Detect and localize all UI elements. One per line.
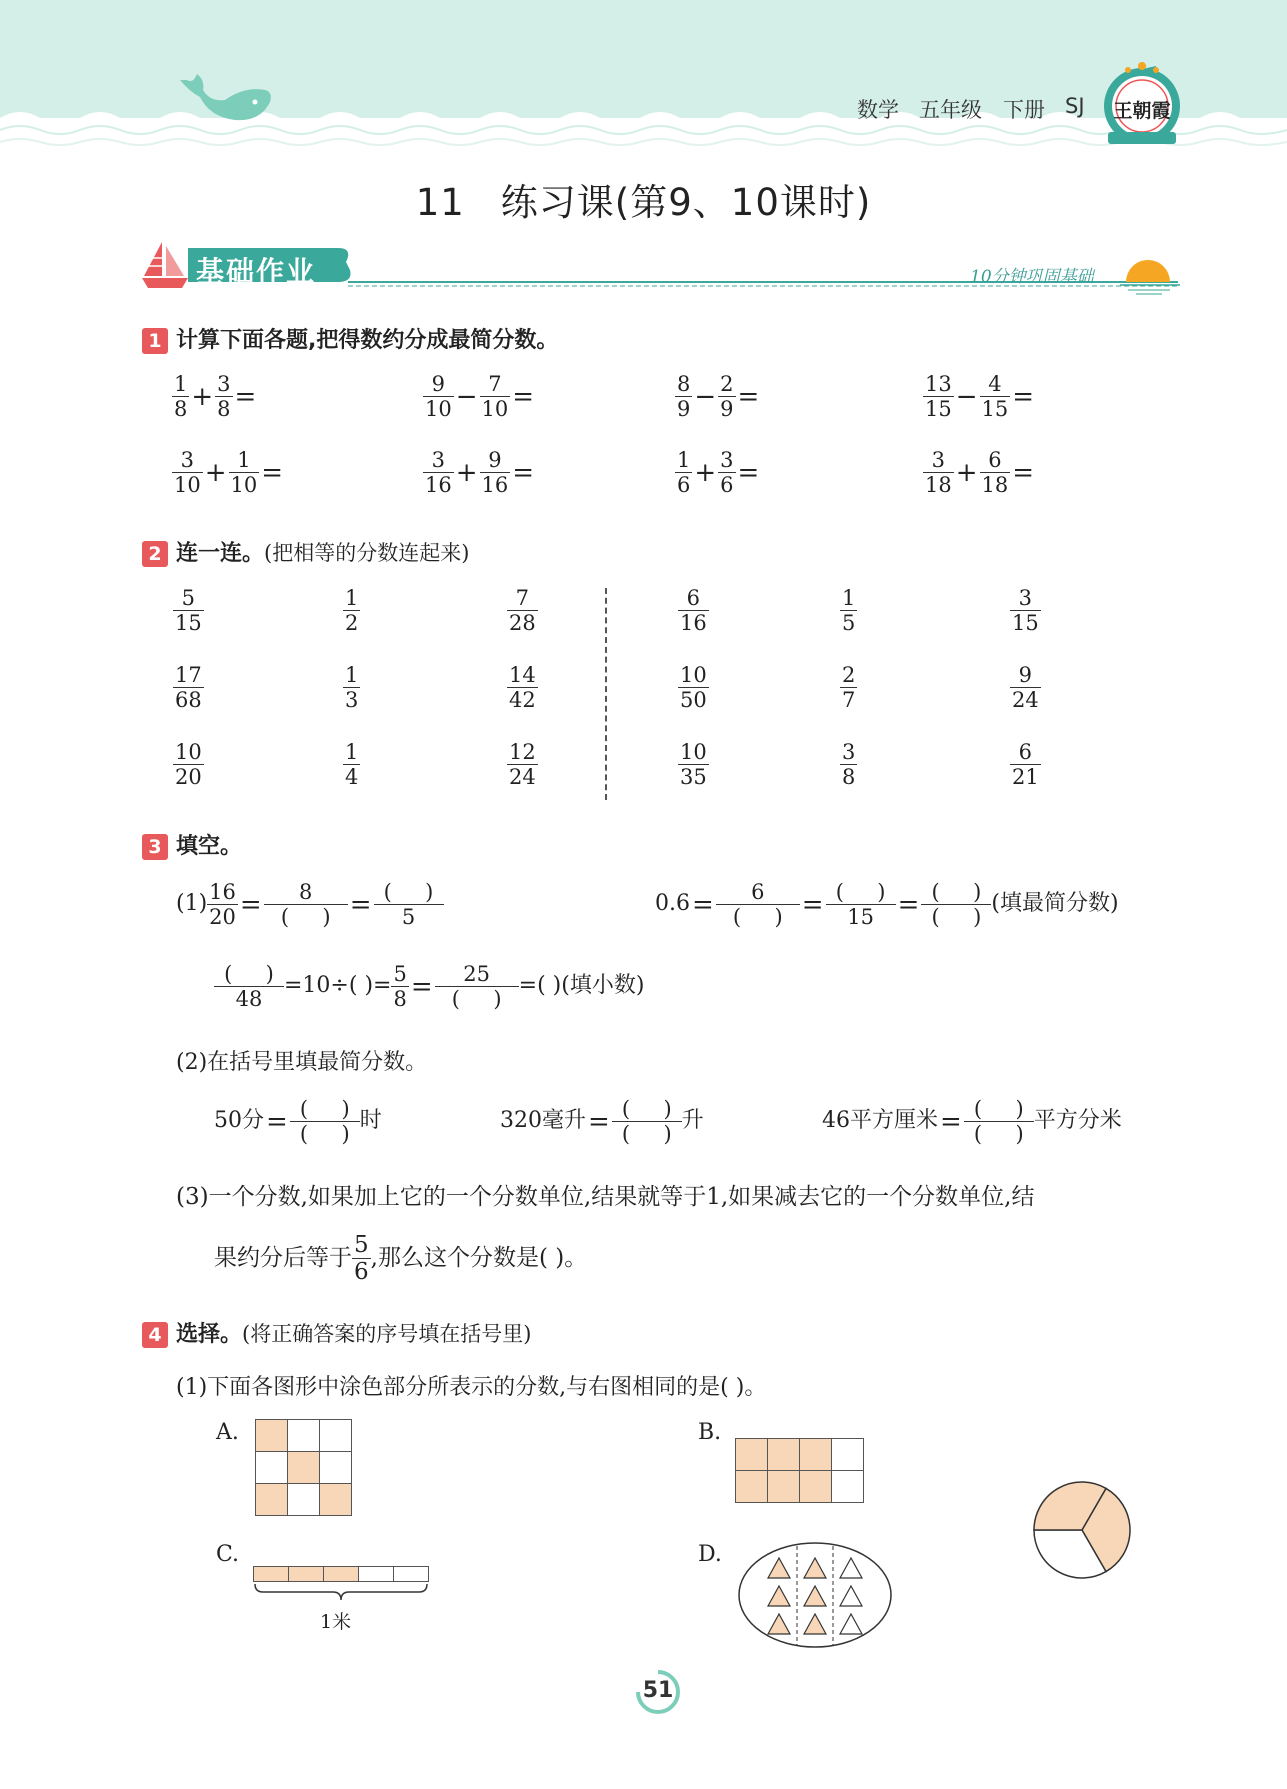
q3-number: 3: [142, 834, 168, 860]
q2-fraction-item: [507, 740, 538, 789]
fraction: $\frac{1}{5}$: [842, 586, 856, 636]
fraction: $\frac{1}{2}$: [345, 586, 359, 636]
q2-fraction-item: [343, 663, 360, 712]
fraction: $\frac{5}{15}$: [175, 586, 202, 636]
fraction: $\frac{5}{8}$: [393, 962, 407, 1012]
q3-p1c-mid: =10÷( )=: [284, 973, 392, 999]
fraction: $\frac{5}{6}$: [354, 1232, 369, 1286]
logo-text: 王朝霞: [1113, 100, 1171, 122]
fraction: $\frac{3}{8}$: [842, 740, 856, 790]
q2-fraction-item: [840, 663, 857, 712]
fraction: $\frac{25}{( )}$: [435, 962, 519, 1011]
q2-title: [142, 536, 469, 567]
header-subject: 数学: [857, 98, 899, 122]
option-a-cell: [255, 1451, 288, 1484]
fraction: $\frac{7}{28}$: [509, 586, 536, 636]
q1-title: [142, 323, 558, 354]
fraction: $\frac{9}{10}$: [425, 372, 452, 422]
q2-fraction-item: [1010, 663, 1041, 712]
section-title: 基础作业: [196, 255, 317, 288]
option-b-label: B.: [698, 1420, 722, 1445]
q2-fraction-item: [173, 663, 204, 712]
option-d-figure: [735, 1540, 895, 1650]
q2-fraction-item: [507, 586, 538, 635]
fraction: $\frac{6}{( )}$: [716, 880, 800, 929]
fraction: $\frac{( )}{5}$: [374, 880, 444, 929]
lesson-number: 11: [415, 181, 465, 224]
q2-note: (把相等的分数连起来): [264, 541, 470, 565]
option-c-label: C.: [216, 1542, 240, 1567]
fraction: $\frac{12}{24}$: [509, 740, 536, 790]
q4-title-text: 选择。: [176, 1322, 243, 1347]
q3-p3-line1: (3)一个分数,如果加上它的一个分数单位,结果就等于1,如果减去它的一个分数单位,结: [176, 1184, 1035, 1210]
fraction: $\frac{17}{68}$: [175, 663, 202, 713]
q2-fraction-item: [840, 740, 857, 789]
option-a-cell: [319, 1483, 352, 1516]
q1-expression: $\frac{3}{10}$ + $\frac{1}{10}$ =: [174, 448, 284, 498]
fraction: $\frac{( )}{( )}$: [921, 880, 991, 929]
q3-p2-item: 46平方厘米= $\frac{( )}{( )}$ 平方分米: [822, 1097, 1122, 1147]
option-a-cell: [255, 1483, 288, 1516]
q1-expression: $\frac{8}{9}$ − $\frac{2}{9}$ =: [677, 372, 760, 422]
lesson-title: 练习课(第9、10课时): [500, 181, 872, 224]
fraction: $\frac{14}{42}$: [509, 663, 536, 713]
fraction: $\frac{3}{15}$: [1012, 586, 1039, 636]
q2-fraction-item: [678, 586, 709, 635]
q3-p1b-suffix: (填最简分数): [991, 891, 1119, 917]
q3-p1b-prefix: 0.6: [655, 891, 690, 917]
q2-fraction-item: [678, 740, 709, 789]
option-c-length-label: 1米: [320, 1611, 352, 1633]
option-c-cell: [358, 1566, 394, 1582]
option-a-cell: [319, 1451, 352, 1484]
option-a-cell: [287, 1419, 320, 1452]
sunset-icon: [1120, 250, 1180, 300]
q2-fraction-item: [173, 586, 204, 635]
reference-circle-figure: [1030, 1478, 1134, 1582]
option-c-cell: [323, 1566, 359, 1582]
q1-expression: $\frac{3}{16}$ + $\frac{9}{16}$ =: [425, 448, 535, 498]
q3-title: [142, 829, 242, 860]
q1-expression: $\frac{9}{10}$ − $\frac{7}{10}$ =: [425, 372, 535, 422]
section-subtitle: 10分钟巩固基础: [970, 267, 1094, 287]
fraction: $\frac{( )}{48}$: [214, 962, 284, 1011]
whale-icon: [175, 72, 275, 132]
fraction: $\frac{3}{18}$: [925, 448, 952, 498]
fraction: $\frac{( )}{( )}$: [290, 1097, 360, 1146]
fraction: $\frac{9}{16}$: [481, 448, 509, 498]
q2-fraction-item: [343, 740, 360, 789]
q3-p1c-tail: =( )(填小数): [518, 973, 645, 999]
fraction: $\frac{3}{10}$: [174, 448, 201, 498]
q4-number: 4: [142, 1322, 168, 1348]
q2-fraction-item: [1010, 586, 1041, 635]
q4-p1: (1)下面各图形中涂色部分所表示的分数,与右图相同的是( )。: [176, 1375, 767, 1400]
option-c-brace: [253, 1582, 429, 1602]
fraction: $\frac{( )}{( )}$: [964, 1097, 1034, 1146]
option-b-cell: [735, 1470, 768, 1503]
option-b-cell: [767, 1470, 800, 1503]
option-b-cell: [831, 1470, 864, 1503]
fraction: $\frac{6}{16}$: [680, 586, 707, 636]
fraction: $\frac{10}{50}$: [680, 663, 707, 713]
header-volume: 下册: [1003, 98, 1045, 122]
q1-expression: $\frac{13}{15}$ − $\frac{4}{15}$ =: [925, 372, 1035, 422]
q2-divider: [605, 588, 607, 800]
fraction: $\frac{2}{7}$: [842, 663, 856, 713]
fraction: $\frac{10}{35}$: [680, 740, 707, 790]
option-a-label: A.: [216, 1420, 239, 1445]
fraction: $\frac{1}{10}$: [230, 448, 258, 498]
fraction: $\frac{1}{6}$: [677, 448, 691, 498]
q2-fraction-item: [507, 663, 538, 712]
q3-p2-item: 320毫升= $\frac{( )}{( )}$ 升: [500, 1097, 704, 1147]
q2-fraction-item: [840, 586, 857, 635]
option-c-cell: [253, 1566, 289, 1582]
q3-p2-item: 50分= $\frac{( )}{( )}$ 时: [214, 1097, 382, 1147]
q1-expression: $\frac{1}{6}$ + $\frac{3}{6}$ =: [677, 448, 760, 498]
option-a-cell: [287, 1451, 320, 1484]
fraction: $\frac{16}{20}$: [209, 880, 236, 930]
fraction: $\frac{8}{( )}$: [264, 880, 348, 929]
fraction: $\frac{( )}{( )}$: [612, 1097, 682, 1146]
page-title: [0, 172, 1287, 226]
q3-p1-label: (1): [176, 891, 208, 917]
q4-title: [142, 1317, 531, 1348]
fraction: $\frac{( )}{15}$: [826, 880, 896, 929]
q2-fraction-item: [678, 663, 709, 712]
fraction: $\frac{1}{8}$: [174, 372, 188, 422]
fraction: $\frac{7}{10}$: [481, 372, 509, 422]
q2-fraction-item: [1010, 740, 1041, 789]
fraction: $\frac{10}{20}$: [175, 740, 202, 790]
header-grade: 五年级: [919, 98, 982, 122]
q2-number: 2: [142, 541, 168, 567]
fraction: $\frac{3}{6}$: [720, 448, 734, 498]
q4-note: (将正确答案的序号填在括号里): [242, 1322, 532, 1346]
fraction: $\frac{1}{3}$: [345, 663, 359, 713]
fraction: $\frac{3}{8}$: [217, 372, 231, 422]
fraction: $\frac{4}{15}$: [981, 372, 1009, 422]
q1-expression: $\frac{1}{8}$ + $\frac{3}{8}$ =: [174, 372, 257, 422]
option-b-cell: [799, 1438, 832, 1471]
q2-fraction-item: [343, 586, 360, 635]
fraction: $\frac{3}{16}$: [425, 448, 452, 498]
option-d-label: D.: [698, 1542, 722, 1567]
option-a-cell: [255, 1419, 288, 1452]
q1-number: 1: [142, 328, 168, 354]
fraction: $\frac{6}{21}$: [1012, 740, 1039, 790]
q3-p2-title: (2)在括号里填最简分数。: [176, 1050, 428, 1075]
option-b-cell: [831, 1438, 864, 1471]
option-b-cell: [735, 1438, 768, 1471]
q3-p1a: (1) $\frac{16}{20}$ = $\frac{8}{( )}$ = $\frac{( )}{5}$: [176, 880, 444, 929]
q1-expression: $\frac{3}{18}$ + $\frac{6}{18}$ =: [925, 448, 1035, 498]
q3-title-text: 填空。: [176, 834, 243, 859]
q3-p1c: $\frac{( )}{48}$ =10÷( )= $\frac{5}{8}$ = $\frac{25}{( )}$ =( )(填小数): [214, 962, 644, 1011]
option-a-cell: [319, 1419, 352, 1452]
page-number: 51: [642, 1678, 674, 1703]
option-b-cell: [767, 1438, 800, 1471]
option-c-cell: [393, 1566, 429, 1582]
fraction: $\frac{6}{18}$: [981, 448, 1009, 498]
header-edition: SJ: [1065, 94, 1085, 118]
sailboat-icon: [140, 240, 190, 292]
option-a-cell: [287, 1483, 320, 1516]
q1-title-text: 计算下面各题,把得数约分成最简分数。: [176, 328, 559, 353]
option-c-cell: [288, 1566, 324, 1582]
q3-p3-line2: 果约分后等于 $\frac{5}{6}$ ,那么这个分数是( )。: [214, 1232, 588, 1286]
fraction: $\frac{8}{9}$: [677, 372, 691, 422]
fraction: $\frac{2}{9}$: [720, 372, 734, 422]
fraction: $\frac{1}{4}$: [345, 740, 359, 790]
q2-title-text: 连一连。: [176, 541, 265, 566]
q3-p1b: 0.6= $\frac{6}{( )}$ = $\frac{( )}{15}$ = $\frac{( )}{( )}$ (填最简分数): [655, 880, 1119, 930]
fraction: $\frac{13}{15}$: [925, 372, 952, 422]
q2-fraction-item: [173, 740, 204, 789]
option-b-cell: [799, 1470, 832, 1503]
fraction: $\frac{9}{24}$: [1012, 663, 1039, 713]
